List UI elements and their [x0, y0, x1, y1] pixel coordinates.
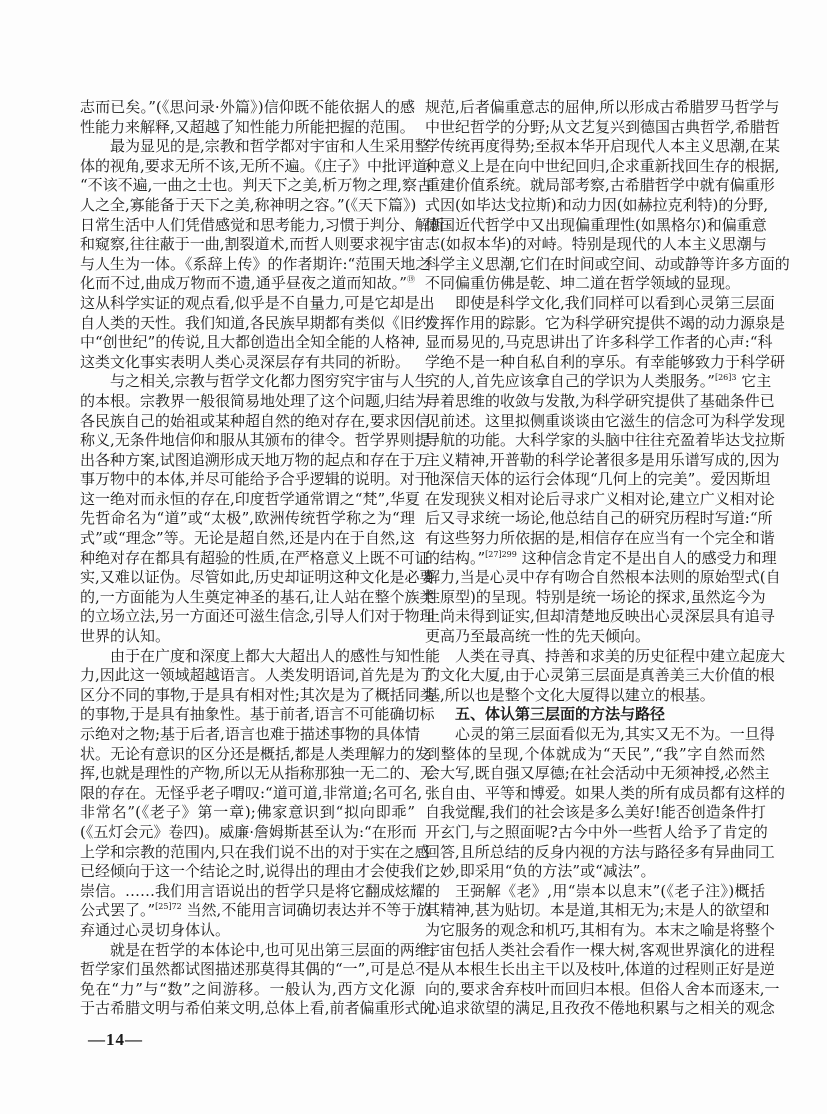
text-line	[425, 489, 775, 510]
citation-marker: [25]72	[155, 902, 182, 912]
text-line	[425, 509, 773, 529]
line-text: 世界的认知。	[80, 627, 171, 646]
text-line	[80, 196, 415, 216]
text-line	[425, 450, 780, 471]
text-line	[80, 450, 430, 471]
line-text: 学传统再度得势;至叔本华开启现代人本主义思潮,在某	[425, 137, 780, 156]
text-line	[80, 823, 415, 843]
line-text: 更高乃至最高统一性的先天倾向。	[425, 627, 651, 646]
line-text: 这一绝对而永恒的存在,印度哲学通常谓之“梵”,华夏	[80, 489, 420, 508]
line-text: 张自由、平等和博爱。如果人类的所有成员都有这样的	[425, 783, 786, 802]
line-text: 开玄门,与之照面呢?古今中外一些哲人给予了肯定的	[425, 822, 768, 841]
line-text: 为它服务的观念和机巧,其相有为。本末之喻是将整个	[425, 920, 775, 939]
line-text: 的,一方面能为人生奠定神圣的基石,让人站在整个族类	[80, 587, 435, 606]
text-line	[80, 999, 435, 1019]
citation-marker: [26]3	[714, 373, 737, 383]
line-text: 学绝不是一种自私自利的享乐。有幸能够致力于科学研	[425, 352, 786, 371]
text-line	[80, 156, 433, 177]
text-line	[425, 627, 765, 647]
line-text: 重建价值系统。就局部考察,古希腊哲学中就有偏重形	[425, 176, 775, 195]
text-line	[80, 862, 430, 882]
line-text: 化而不过,曲成万物而不遗,通乎昼夜之道而知故。”	[80, 274, 407, 293]
text-line	[80, 293, 435, 314]
text-line	[80, 901, 432, 921]
text-line	[425, 999, 775, 1019]
line-text: 的本根。宗教界一般很简易地处理了这个问题,归结为	[80, 391, 430, 410]
text-line	[425, 548, 777, 569]
line-text: 是从本根生长出主干以及枝叶,体道的过程则正好是逆	[425, 960, 775, 979]
text-line	[80, 921, 415, 941]
line-text: 和窥察,往往蔽于一曲,割裂道术,而哲人则要求视宇宙	[80, 235, 425, 254]
text-line	[80, 431, 430, 451]
line-text: 自人类的天性。我们知道,各民族早期都有类似《旧约》	[80, 313, 445, 332]
text-line	[425, 979, 780, 1000]
line-text: 称义,无条件地信仰和服从其颁布的律令。哲学界则提	[80, 431, 430, 450]
text-line	[425, 431, 786, 451]
line-text: 科学主义思潮,它们在时间或空间、动或静等许多方面的	[425, 254, 790, 273]
line-text: 出各种方案,试图追溯形成天地万物的起点和存在于万	[80, 450, 430, 469]
text-line	[425, 783, 786, 804]
line-text: 之妙,即采用“负的方法”或“减法”。	[425, 862, 656, 881]
text-line	[425, 920, 775, 941]
line-text: 区分不同的事物,于是具有相对性;其次是为了概括同类	[80, 685, 435, 704]
line-text: 基,所以也是整个文化大厦得以建立的根基。	[425, 685, 715, 704]
line-text: 这类文化事实表明人类心灵深层存有共同的祈盼。	[80, 352, 411, 371]
text-line	[80, 764, 435, 784]
line-text: 五、体认第三层面的方法与路径	[455, 705, 666, 724]
line-text: 力,因此这一领域超越语言。人类发明语词,首先是为了	[80, 666, 435, 685]
line-text: 这从科学实证的观点看,似乎是不自量力,可是它却是出	[80, 293, 435, 312]
line-text: 于古希腊文明与希伯莱文明,总体上看,前者偏重形式的	[80, 999, 435, 1018]
line-text: 中世纪哲学的分野;从文艺复兴到德国古典哲学,希腊哲	[425, 117, 780, 136]
text-line	[80, 960, 431, 980]
line-text: 式”或“理念”等。无论是超自然,还是内在于自然,这	[80, 529, 415, 548]
line-text: 人类在寻真、持善和求美的历史征程中建立起庞大	[455, 646, 786, 665]
text-line	[80, 411, 430, 432]
line-text: 示绝对之物;基于后者,语言也难于描述事物的具体情	[80, 725, 420, 743]
line-text: 公式罢了。”	[80, 901, 156, 920]
line-text: 主义精神,开普勒的科学论著很多是用乐谱写成的,因为	[425, 450, 780, 469]
text-line	[80, 587, 435, 608]
line-text: 日常生活中人们凭借感觉和思考能力,习惯于判分、解析	[80, 215, 445, 234]
line-text: 哲学家们虽然都试图描述那莫得其偶的“一”,可是总不	[80, 960, 431, 979]
text-line	[425, 607, 775, 627]
text-line	[80, 98, 415, 118]
line-text: 止尚未得到证实,但却清楚地反映出心灵深层具有追寻	[425, 607, 775, 626]
text-line	[425, 411, 786, 432]
text-line	[425, 98, 780, 118]
text-line	[425, 216, 765, 236]
text-line	[80, 744, 430, 765]
line-text: 先哲命名为“道”或“太极”,欧洲传统哲学称之为“理	[80, 509, 415, 528]
line-text: 性原型)的呈现。特别是统一场论的探求,虽然迄今为	[425, 587, 766, 606]
line-text: 由于在广度和深度上都大大超出人的感性与知性能	[110, 646, 441, 665]
text-line	[80, 176, 432, 196]
line-text: 向的,要求舍弃枝叶而回归本根。但俗人舍本而逐末,一	[425, 979, 780, 998]
line-text: 后又寻求统一场论,他总结自己的研究历程时写道:“所	[425, 509, 773, 528]
line-text: 导着思维的收敛与发散,为科学研究提供了基础条件已	[425, 391, 775, 410]
text-line	[425, 176, 775, 196]
line-text: 最为显见的是,宗教和哲学都对宇宙和人生采用整	[110, 137, 430, 156]
line-text: 在发现狭义相对论后寻求广义相对论,建立广义相对论	[425, 489, 775, 508]
line-text: 心灵的第三层面看似无为,其实又无不为。一旦得	[455, 725, 775, 743]
text-line	[80, 353, 415, 373]
text-line	[80, 548, 430, 569]
line-text: 已经倾向于这一个结论之时,说得出的理由才会使我们	[80, 862, 430, 881]
text-line	[425, 313, 786, 334]
text-line	[80, 842, 430, 863]
line-text: 不同偏重仿佛是乾、坤二道在哲学领域的显现。	[425, 274, 741, 293]
citation-marker: ⑲	[406, 275, 416, 285]
text-line	[425, 274, 765, 294]
line-text: 的事物,于是具有抽象性。基于前者,语言不可能确切标	[80, 705, 435, 724]
line-text: 限的存在。无怪乎老子喟叹:“道可道,非常道;名可名,	[80, 783, 423, 802]
text-line	[425, 352, 786, 373]
text-line	[80, 254, 431, 275]
text-line	[80, 372, 430, 392]
text-line	[80, 940, 445, 961]
line-text: 的文化大厦,由于心灵第三层面是真善美三大价值的根	[425, 666, 775, 685]
line-text: 会大写,既自强又厚德;在社会活动中无须神授,必然主	[425, 764, 770, 783]
line-text: “不该不遍,一曲之士也。判天下之美,析万物之理,察古	[80, 176, 432, 195]
text-line	[80, 118, 415, 138]
citation-marker: [27]299	[485, 549, 517, 559]
line-text: 自我觉醒,我们的社会该是多么美好!能否创造条件打	[425, 803, 766, 822]
line-text: 弃通过心灵切身体认。	[80, 920, 231, 939]
text-line	[80, 705, 435, 725]
text-line	[425, 195, 769, 216]
line-text: 式因(如毕达戈拉斯)和动力因(如赫拉克利特)的分野,	[425, 195, 769, 214]
text-line	[80, 646, 441, 667]
line-text: 与人生为一体。《系辞上传》的作者期许:“范围天地之	[80, 254, 431, 273]
text-line	[425, 803, 765, 823]
line-text: 他深信天体的运行会体现“几何上的完美”。爱因斯坦	[425, 470, 771, 489]
text-line	[425, 588, 765, 608]
text-line	[425, 568, 781, 588]
line-text: 王弼解《老》,用“崇本以息末”(《老子注》)概括	[455, 881, 765, 900]
text-line	[80, 529, 415, 549]
text-line	[425, 156, 780, 177]
line-text: 性能力来解释,又超越了知性能力所能把握的范围。	[80, 117, 415, 136]
line-text: 中“创世纪”的传说,且大都创造出全知全能的人格神,	[80, 333, 420, 352]
text-line	[80, 235, 425, 255]
text-line	[425, 529, 775, 549]
text-line	[80, 509, 415, 529]
text-line	[425, 391, 775, 412]
line-text: 有这些努力所依据的是,相信存在应当有一个完全和谐	[425, 529, 775, 548]
line-text: 它主	[736, 372, 772, 391]
line-text: 人之全,寡能备于天下之美,称神明之容。”(《天下篇》)	[80, 195, 417, 214]
text-line	[425, 117, 780, 138]
text-line	[425, 293, 775, 314]
text-line	[425, 940, 775, 961]
line-text: 非常名”(《老子》第一章);佛家意识到“拟向即乖”	[80, 803, 415, 822]
line-text: 崇信。……我们用言语说出的哲学只是将它翻成炫耀的	[80, 881, 441, 900]
line-text: 与之相关,宗教与哲学文化都力图穷究宇宙与人生	[110, 372, 430, 391]
text-line	[425, 235, 765, 255]
text-line	[80, 489, 420, 510]
line-text: 种意义上是在向中世纪回归,企求重新找回生存的根据,	[425, 156, 780, 175]
line-text: 即使是科学文化,我们同样可以看到心灵第三层面	[455, 293, 775, 312]
text-line	[80, 607, 435, 627]
text-line	[80, 274, 415, 294]
line-text: 的立场立法,另一方面还可滋生信念,引导人们对于物理	[80, 607, 435, 626]
text-line	[80, 391, 430, 412]
text-line	[425, 254, 790, 275]
text-line	[425, 686, 765, 706]
text-line	[80, 215, 445, 236]
text-line	[425, 333, 773, 353]
text-line	[425, 862, 765, 882]
text-line	[80, 803, 415, 823]
line-text: 各民族自己的始祖或某种超自然的绝对存在,要求因信	[80, 411, 430, 430]
line-text: 见前述。这里拟侧重谈谈由它滋生的信念可为科学发现	[425, 411, 786, 430]
line-text: 德国近代哲学中又出现偏重理性(如黑格尔)和偏重意	[425, 215, 767, 234]
text-line	[425, 764, 770, 784]
line-text: 究的人,首先应该拿自己的学识为人类服务。”	[425, 372, 715, 391]
line-text: 志(如叔本华)的对峙。特别是现代的人本主义思潮与	[425, 235, 767, 254]
text-line	[425, 882, 765, 902]
line-text: 当然,不能用言词确切表达并不等于放	[181, 901, 432, 920]
text-line	[80, 685, 435, 706]
text-line	[425, 842, 775, 863]
line-text: 宇宙包括人类社会看作一棵大树,客观世界演化的进程	[425, 940, 775, 959]
text-line	[425, 822, 768, 843]
text-line	[80, 666, 435, 686]
line-text: 上学和宗教的范围内,只在我们说不出的对于实在之感	[80, 842, 430, 861]
text-line	[80, 980, 415, 1000]
line-text: 挥,也就是理性的产物,所以无从指称那独一无二的、无	[80, 764, 435, 783]
line-text: 的结构。”	[425, 548, 486, 567]
text-line	[80, 333, 420, 353]
line-text: 其精神,甚为贴切。本是道,其相无为;末是人的欲望和	[425, 901, 770, 920]
line-text: 心追求欲望的满足,且孜孜不倦地积累与之相关的观念	[425, 999, 775, 1018]
left-column	[80, 98, 445, 1019]
text-line	[80, 313, 445, 334]
line-text: 这种信念肯定不是出自人的感受力和理	[516, 548, 777, 567]
line-text: 显而易见的,马克思讲出了许多科学工作者的心声:“科	[425, 333, 773, 352]
line-text: 解力,当是心灵中存有吻合自然根本法则的原始型式(自	[425, 568, 781, 587]
line-text: 就是在哲学的本体论中,也可见出第三层面的两维。	[110, 940, 445, 959]
text-line	[80, 881, 441, 902]
line-text: 状。无论有意识的区分还是概括,都是人类理解力的发	[80, 744, 430, 763]
line-text: 体的视角,要求无所不该,无所不遍。《庄子》中批评道:	[80, 156, 433, 175]
section-heading	[425, 705, 765, 725]
text-line	[425, 725, 775, 745]
right-column	[425, 98, 790, 1019]
text-line	[425, 372, 772, 392]
text-line	[425, 745, 765, 765]
text-line	[80, 568, 435, 588]
text-line	[425, 960, 775, 980]
line-text: 事万物中的本体,并尽可能给予合乎逻辑的说明。对于	[80, 470, 430, 489]
text-line	[425, 901, 770, 921]
line-text: 发挥作用的踪影。它为科学研究提供不竭的动力源泉是	[425, 313, 786, 332]
text-line	[425, 646, 786, 667]
line-text: 免在“力”与“数”之间游移。一般认为,西方文化源	[80, 979, 415, 998]
line-text: (《五灯会元》卷四)。威廉·詹姆斯甚至认为:“在形而	[80, 822, 417, 841]
text-line	[80, 470, 430, 490]
line-text: 志而已矣。”(《思问录·外篇》)信仰既不能依据人的感	[80, 98, 415, 116]
text-line	[80, 627, 415, 647]
page-number: —14—	[88, 1030, 143, 1049]
text-line	[80, 783, 423, 804]
text-line	[425, 470, 771, 490]
line-text: 回答,且所总结的反身内视的方法与路径多有异曲同工	[425, 842, 775, 861]
line-text: 实,又难以证伪。尽管如此,历史却证明这种文化是必要	[80, 568, 435, 587]
line-text: 种绝对存在都具有超验的性质,在严格意义上既不可证	[80, 548, 430, 567]
text-line	[80, 725, 420, 745]
text-line	[425, 666, 775, 686]
line-text: 规范,后者偏重意志的屈伸,所以形成古希腊罗马哲学与	[425, 98, 780, 116]
line-text: 导航的功能。大科学家的头脑中往往充盈着毕达戈拉斯	[425, 431, 786, 450]
text-line	[425, 137, 780, 157]
text-line	[80, 137, 430, 157]
line-text: 到整体的呈现,个体就成为“天民”,“我”字自然而然	[425, 744, 765, 763]
